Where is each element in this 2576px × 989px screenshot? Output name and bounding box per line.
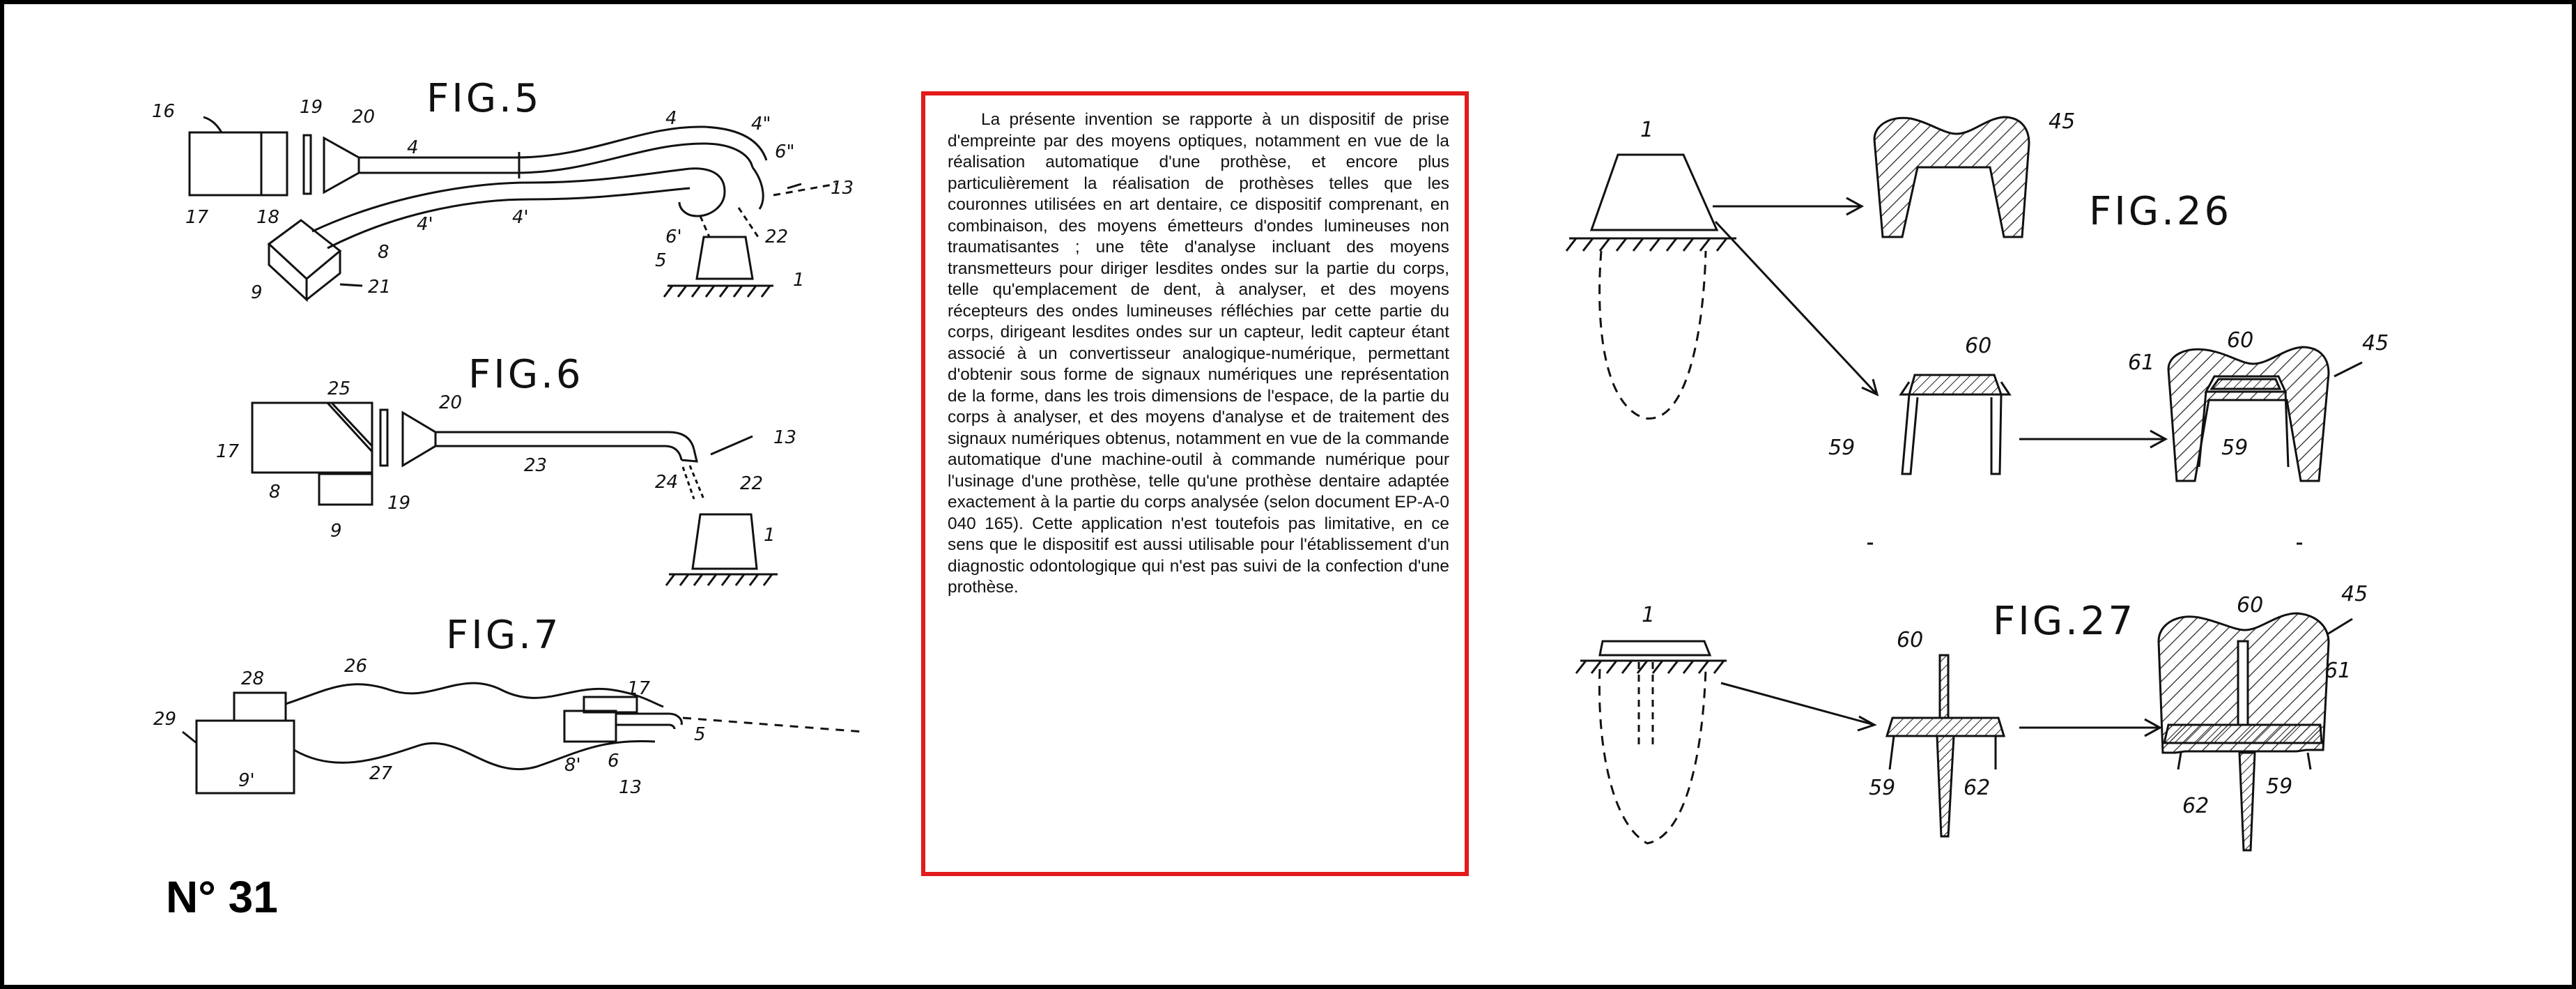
document-number: N° 31 <box>166 872 278 922</box>
fig-7-labels <box>153 656 706 798</box>
fig-27-label-60b: 60 <box>2237 593 2264 618</box>
fig-26-coping <box>1909 375 2001 394</box>
fig-26-label-45a: 45 <box>2049 109 2076 134</box>
fig-5-label-9: 9 <box>251 282 263 303</box>
fig-5-label-8: 8 <box>378 242 390 263</box>
fig-7-label-27: 27 <box>369 763 393 784</box>
fig-5-label-13: 13 <box>831 178 854 199</box>
fig-27 <box>1576 544 2352 850</box>
fig-5-label-16: 16 <box>152 101 176 122</box>
fig-5-label-6a: 6" <box>775 141 795 162</box>
fig-27-label-59b: 59 <box>2266 774 2293 799</box>
fig-5-label-21: 21 <box>368 277 392 298</box>
fig-5-tooth <box>697 237 753 279</box>
fig-6-label-1: 1 <box>764 525 776 546</box>
fig-5-label-22: 22 <box>765 227 789 247</box>
fig-7 <box>183 613 864 793</box>
fig-7-unit-28 <box>234 693 286 721</box>
fig-5-filter <box>304 135 311 194</box>
fig-26-arrow-2 <box>1715 222 1877 394</box>
fig-5-cone <box>324 138 359 192</box>
fig-26-label-59b: 59 <box>2221 436 2249 460</box>
fig-7-label-13: 13 <box>619 777 642 798</box>
abstract-text: La présente invention se rapporte à un dispositif de prise d'empreinte par des moyens optiques, notamment en vue de la réalisation automatique d'une prothèse, et encore plus particulièrement la réalisation de prothèses telles que les couronnes utilisées en art dentaire, ce dispositif comprenant, en combinaison, des moyens émetteurs d'ondes lumineuses non traumatisantes ; une tête d'analyse incluant des moyens transmetteurs pour diriger lesdites ondes sur la partie du corps, telle qu'emplacement de dent, à analyser, et des moyens récepteurs des ondes lumineuses réfléchies par cette partie du corps, dirigeant lesdites ondes sur un capteur, ledit capteur étant associé à un convertisseur analogique-numérique, permettant d'obtenir sous forme de signaux numériques une représentation de la forme, dans les trois dimensions de l'espace, de la partie du corps à analyser, et des moyens d'analyse et de traitement des signaux numériques obtenus, notamment en vue de la commande automatique d'une machine-outil à commande numérique pour l'usinage d'une prothèse, telle qu'une prothèse dentaire adaptée exactement à la partie du corps analysée (selon document EP-A-0 040 165). Cette application n'est toutefois pas limitative, en ce sens que le dispositif est aussi utilisable pour l'établissement d'un diagnostic odontologique qui n'est pas suivi de la confection d'une prothèse. <box>948 110 1449 597</box>
fig-27-label-1: 1 <box>1642 603 1656 627</box>
fig-6-filter <box>380 410 387 466</box>
fig-27-stump <box>1600 641 1710 655</box>
fig-27-arrow-1 <box>1721 683 1874 725</box>
fig-7-label-26: 26 <box>344 656 368 677</box>
fig-7-label-29: 29 <box>153 709 177 730</box>
fig-7-title: FIG.7 <box>446 613 562 658</box>
fig-26-stump <box>1591 155 1717 230</box>
fig-5-sensor-box <box>269 220 340 279</box>
fig-7-label-9: 9' <box>238 770 255 791</box>
fig-6-label-23: 23 <box>524 455 548 476</box>
fig-27-label-62b: 62 <box>2182 794 2209 818</box>
fig-5 <box>190 76 836 300</box>
fig-26-label-45b: 45 <box>2362 331 2389 355</box>
fig-6-label-9: 9 <box>330 521 342 542</box>
fig-26-crown-assembled <box>2168 347 2329 481</box>
fig-26-title: FIG.26 <box>2089 189 2232 234</box>
fig-7-label-17: 17 <box>627 678 651 699</box>
fig-7-label-6: 6 <box>608 751 619 772</box>
fig-6-label-20: 20 <box>439 392 463 413</box>
fig-27-label-62a: 62 <box>1964 776 1991 800</box>
fig-7-label-28: 28 <box>241 668 265 689</box>
fig-7-cable-27 <box>294 741 655 769</box>
fig-7-probe <box>616 714 681 725</box>
fig-6-label-8: 8 <box>269 482 281 503</box>
fig-5-label-4d: 4' <box>417 214 433 235</box>
fig-27-label-59a: 59 <box>1869 776 1896 800</box>
fig-6-tooth <box>693 514 757 569</box>
fig-6-label-17: 17 <box>216 441 240 462</box>
fig-5-label-5: 5 <box>655 250 667 271</box>
fig-5-head <box>679 169 725 216</box>
fig-6-label-13: 13 <box>773 427 797 448</box>
fig-6-label-24: 24 <box>655 472 679 493</box>
fig-7-label-8: 8' <box>564 755 581 776</box>
fig-26-crown <box>1874 117 2029 237</box>
fig-5-label-6b: 6' <box>665 227 682 247</box>
fig-27-title: FIG.27 <box>1993 599 2136 644</box>
fig-5-label-18: 18 <box>256 207 280 228</box>
fig-5-label-4e: 4" <box>751 114 771 135</box>
fig-5-label-20: 20 <box>352 107 376 128</box>
fig-26-label-61: 61 <box>2128 351 2155 375</box>
fig-7-head-8 <box>564 711 616 742</box>
fig-27-label-60a: 60 <box>1897 628 1924 652</box>
fig-6-emitter-box <box>252 403 372 473</box>
fig-6-cone <box>403 413 435 466</box>
fig-5-title: FIG.5 <box>426 76 542 121</box>
fig-7-cable-26 <box>286 683 663 707</box>
fig-5-label-19: 19 <box>300 97 323 118</box>
fig-26-label-60a: 60 <box>1965 334 1992 358</box>
abstract-box <box>921 91 1469 876</box>
fig-6-sensor-box <box>319 474 372 505</box>
fig-5-label-17: 17 <box>185 207 209 228</box>
fig-26-label-60b: 60 <box>2227 328 2254 353</box>
fig-6-title: FIG.6 <box>468 352 584 397</box>
fig-5-emitter-box <box>190 132 287 195</box>
fig-27-label-45: 45 <box>2341 582 2368 606</box>
fig-5-label-4c: 4' <box>512 207 529 228</box>
fig-5-label-4b: 4 <box>665 108 677 129</box>
fig-6-label-25: 25 <box>327 378 351 399</box>
fig-6-label-19: 19 <box>387 493 411 514</box>
fig-26 <box>1566 117 2362 481</box>
fig-26-label-59a: 59 <box>1828 436 1856 460</box>
fig-5-label-4a: 4 <box>407 137 419 158</box>
fig-6-label-22: 22 <box>740 473 764 494</box>
fig-5-label-1: 1 <box>793 270 805 291</box>
fig-27-label-61: 61 <box>2324 659 2352 683</box>
fig-26-label-1: 1 <box>1640 118 1654 142</box>
fig-7-label-5: 5 <box>694 724 706 745</box>
fig-27-post-coping <box>1887 718 2004 736</box>
